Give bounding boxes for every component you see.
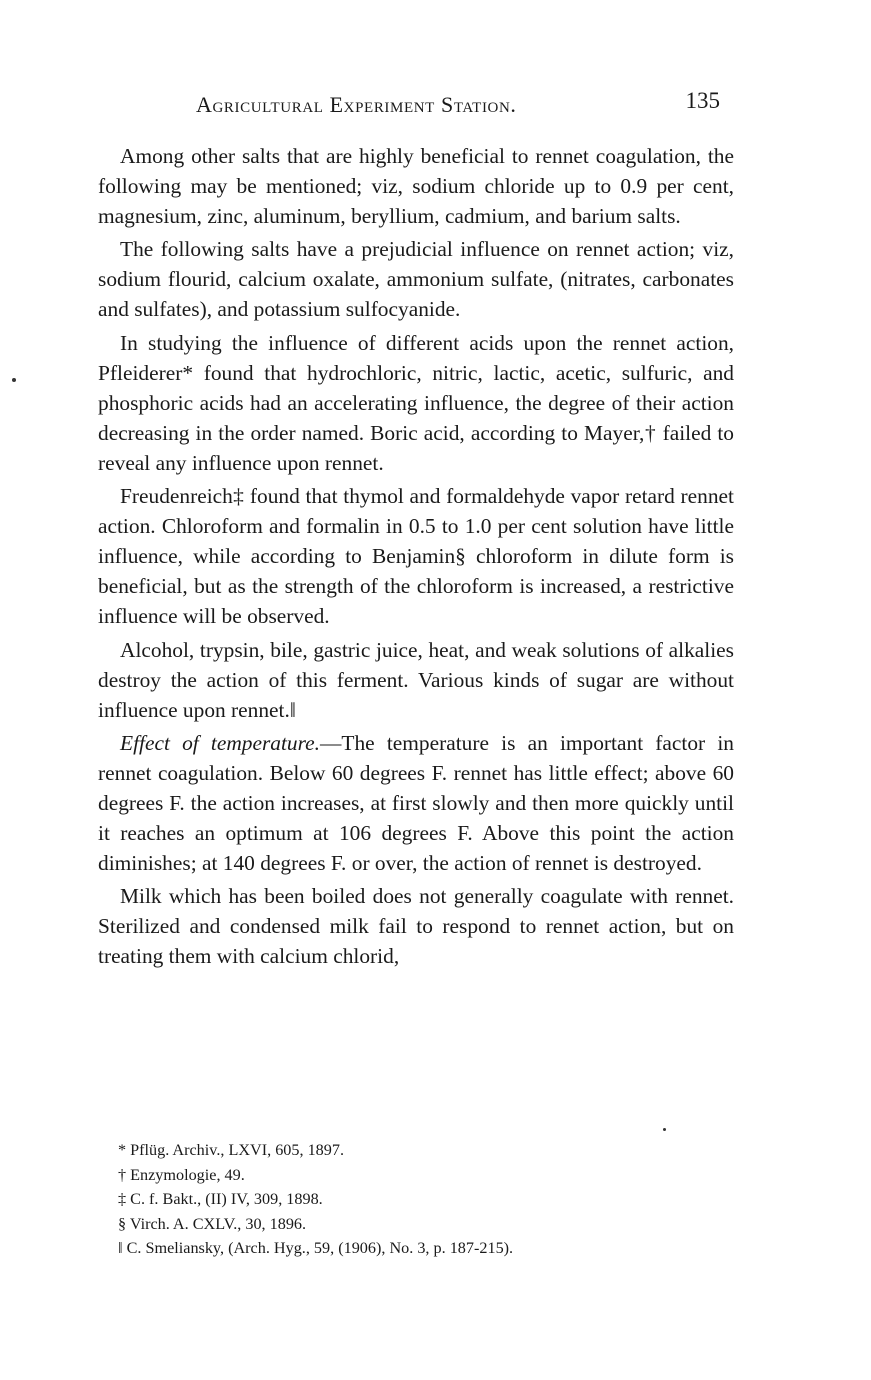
footnote-pflug: * Pflüg. Archiv., LXVI, 605, 1897. <box>118 1141 345 1159</box>
footnote-enzymologie: † Enzymologie, 49. <box>118 1165 245 1184</box>
scan-speck <box>663 1128 666 1131</box>
temperature-heading: Effect of temperature. <box>120 730 320 755</box>
paragraph-prejudicial-salts: The following salts have a prejudicial influence on rennet action; viz, sodium flourid, calcium oxalate, ammonium sulfate, (nitrates, carbonates and sulfates), and potassium sulfocyanide. <box>98 237 734 322</box>
paragraph-alcohol: Alcohol, trypsin, bile, gastric juice, heat, and weak solutions of alkalies destroy the action of this ferment. Various kinds of sugar are without influence upon rennet.‖ <box>98 637 734 722</box>
running-head: Agricultural Experiment Station. <box>196 92 517 117</box>
footnote-virch: § Virch. A. CXLV., 30, 1896. <box>118 1214 307 1233</box>
paragraph-freudenreich: Freudenreich‡ found that thymol and formaldehyde vapor retard rennet action. Chloroform and formalin in 0.5 to 1.0 per cent solution have little influence, while according to Benjamin§ chloroform in dilute form is beneficial, but as the strength of the chloroform is increased, a restrictive influence will be observed. <box>98 484 734 629</box>
body-text <box>98 141 734 975</box>
paragraph-boiled-milk: Milk which has been boiled does not generally coagulate with rennet. Sterilized and condensed milk fail to respond to rennet action, but on treating them with calcium chlorid, <box>98 884 734 969</box>
page-header <box>96 88 736 122</box>
footnotes <box>118 1138 698 1261</box>
paragraph-acids: In studying the influence of different acids upon the rennet action, Pfleiderer* found that hydrochloric, nitric, lactic, acetic, sulfuric, and phosphoric acids had an accelerating influence, the degree of their action decreasing in the order named. Boric acid, according to Mayer,† failed to reveal any influence upon rennet. <box>98 330 734 475</box>
temperature-text: —The temperature is an important factor in rennet coagulation. Below 60 degrees F. rennet has little effect; above 60 degrees F. the action increases, at first slowly and then more quickly until it reaches an optimum at 106 degrees F. Above this point the action diminishes; at 140 degrees F. or over, the action of rennet is destroyed. <box>98 730 735 876</box>
footnote-smeliansky: ‖ C. Smeliansky, (Arch. Hyg., 59, (1906), No. 3, p. 187-215). <box>118 1239 514 1258</box>
paragraph-beneficial-salts: Among other salts that are highly beneficial to rennet coagulation, the following may be mentioned; viz, sodium chloride up to 0.9 per cent, magnesium, zinc, aluminum, beryllium, cadmium, and barium salts. <box>98 144 734 229</box>
footnote-bakt: ‡ C. f. Bakt., (II) IV, 309, 1898. <box>118 1190 323 1209</box>
page-number: 135 <box>685 88 720 113</box>
scan-speck <box>12 378 16 382</box>
paragraph-temperature <box>98 728 734 878</box>
